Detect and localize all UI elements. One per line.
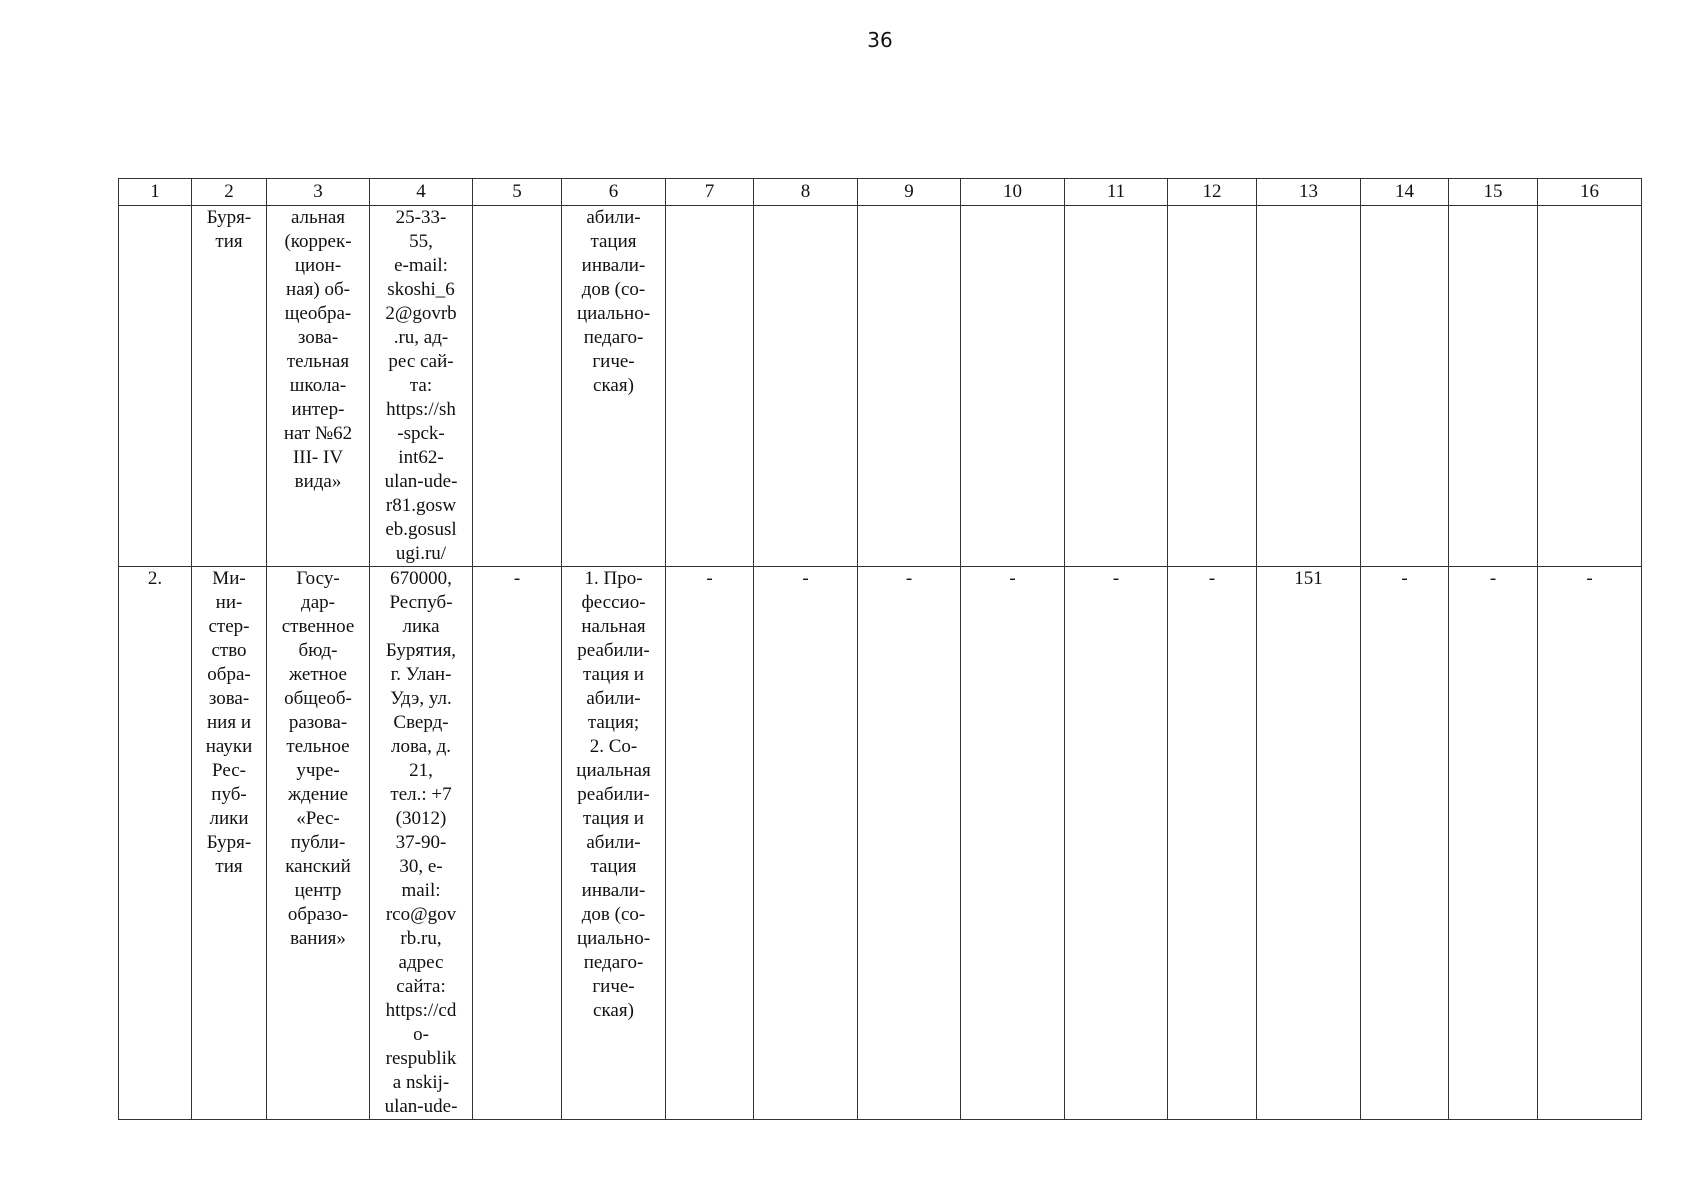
table-cell-col-5 [473, 206, 562, 567]
cell-text-line: гиче- [592, 976, 635, 997]
table-cell-col-5 [473, 567, 562, 1120]
cell-text-line: центр [294, 880, 342, 901]
table-cell-col-14 [1361, 567, 1449, 1120]
cell-text-line: 30, e- [399, 856, 443, 877]
cell-text-line: 25-33- [395, 207, 447, 228]
cell-text-line: (3012) [395, 808, 447, 829]
column-header-5: 5 [473, 179, 562, 206]
cell-text-line: ждение [288, 784, 348, 805]
cell-text-line: Госу- [296, 568, 340, 589]
cell-text-line: рес сай- [388, 351, 454, 372]
cell-text-line: педаго- [583, 952, 644, 973]
cell-text-line: тельная [286, 351, 350, 372]
data-table [118, 178, 1642, 1120]
table-cell-col-4 [370, 206, 473, 567]
cell-text-line: Ми- [212, 568, 246, 589]
header-row [119, 179, 1642, 206]
cell-text-line: 2. Со- [589, 736, 638, 757]
cell-text-line: инвали- [581, 880, 646, 901]
cell-text-line: r81.gosw [385, 495, 457, 516]
cell-text-line: цион- [294, 255, 342, 276]
cell-text-line: публи- [290, 832, 346, 853]
cell-text-line: 151 [1294, 568, 1323, 589]
cell-text-line: ulan-ude- [384, 1096, 458, 1117]
cell-text-line: дов (со- [581, 904, 646, 925]
column-header-12: 12 [1168, 179, 1257, 206]
cell-text-line: ственное [281, 616, 355, 637]
column-header-11: 11 [1065, 179, 1168, 206]
cell-text-line: skoshi_6 [387, 279, 455, 300]
cell-text-line: образо- [287, 904, 349, 925]
table-cell-col-6 [562, 567, 666, 1120]
cell-text-line: Сверд- [393, 712, 449, 733]
cell-text-line: циально- [576, 928, 651, 949]
cell-text-line: 670000, [390, 568, 452, 589]
cell-text-line: Буря- [206, 207, 252, 228]
cell-text-line: тия [215, 231, 243, 252]
cell-text-line: зова- [297, 327, 339, 348]
column-header-4: 4 [370, 179, 473, 206]
table-cell-col-13 [1257, 567, 1361, 1120]
cell-text-line: тация; [587, 712, 640, 733]
cell-text-line: тация [590, 231, 637, 252]
cell-text-line: - [1009, 568, 1016, 589]
table-cell-col-16 [1538, 567, 1642, 1120]
cell-text-line: вания» [290, 928, 346, 949]
cell-text-line: o- [413, 1024, 429, 1045]
cell-text-line: (коррек- [284, 231, 352, 252]
cell-text-line: тия [215, 856, 243, 877]
cell-text-line: a nskij- [392, 1072, 450, 1093]
cell-text-line: 2@govrb [385, 303, 457, 324]
column-header-16: 16 [1538, 179, 1642, 206]
cell-text-line: Бурятия, [385, 640, 457, 661]
cell-text-line: - [1489, 568, 1497, 589]
table-row [119, 567, 1642, 1120]
page-number: 36 [867, 28, 893, 52]
table-cell-col-1 [119, 206, 192, 567]
cell-text-line: eb.gosusl [385, 519, 457, 540]
cell-text-line: - [513, 568, 521, 589]
table-cell-col-16 [1538, 206, 1642, 567]
cell-text-line: стер- [208, 616, 250, 637]
cell-text-line: mail: [401, 880, 441, 901]
column-header-2: 2 [192, 179, 267, 206]
cell-text-line: - [802, 568, 809, 589]
cell-text-line: бюд- [298, 640, 338, 661]
column-header-7: 7 [666, 179, 754, 206]
cell-text-line: обра- [207, 664, 251, 685]
cell-text-line: e-mail: [394, 255, 448, 276]
column-header-15: 15 [1449, 179, 1538, 206]
cell-text-line: тация [590, 856, 637, 877]
cell-text-line: нальная [581, 616, 646, 637]
table-cell-col-7 [666, 206, 754, 567]
cell-text-line: III- IV [292, 447, 344, 468]
cell-text-line: «Рес- [296, 808, 340, 829]
cell-text-line: rco@gov [385, 904, 457, 925]
column-header-8: 8 [754, 179, 858, 206]
cell-text-line: щеобра- [284, 303, 352, 324]
table-cell-col-2 [192, 567, 267, 1120]
column-header-14: 14 [1361, 179, 1449, 206]
cell-text-line: ни- [215, 592, 243, 613]
table-cell-col-10 [961, 206, 1065, 567]
column-header-3: 3 [267, 179, 370, 206]
cell-text-line: Удэ, ул. [390, 688, 452, 709]
table-cell-col-9 [858, 206, 961, 567]
cell-text-line: лика [402, 616, 440, 637]
table-cell-col-12 [1168, 567, 1257, 1120]
cell-text-line: абили- [586, 688, 641, 709]
table-cell-col-15 [1449, 206, 1538, 567]
cell-text-line: - [905, 568, 913, 589]
cell-text-line: ulan-ude- [384, 471, 458, 492]
cell-text-line: школа- [289, 375, 347, 396]
cell-text-line: нат №62 [283, 423, 353, 444]
table-cell-col-13 [1257, 206, 1361, 567]
cell-text-line: Буря- [206, 832, 252, 853]
cell-text-line: - [1586, 568, 1593, 589]
cell-text-line: ния и [207, 712, 251, 733]
cell-text-line: реабили- [577, 640, 650, 661]
cell-text-line: .ru, ад- [393, 327, 449, 348]
cell-text-line: 2. [147, 568, 163, 589]
cell-text-line: абили- [586, 207, 641, 228]
cell-text-line: - [1112, 568, 1120, 589]
table-cell-col-3 [267, 206, 370, 567]
cell-text-line: науки [205, 736, 253, 757]
cell-text-line: rb.ru, [400, 928, 442, 949]
cell-text-line: тельное [286, 736, 350, 757]
table-row [119, 206, 1642, 567]
cell-text-line: лова, д. [390, 736, 452, 757]
table-cell-col-8 [754, 567, 858, 1120]
cell-text-line: разова- [288, 712, 348, 733]
cell-text-line: общеоб- [284, 688, 352, 709]
cell-text-line: реабили- [577, 784, 650, 805]
cell-text-line: учре- [296, 760, 340, 781]
table-cell-col-2 [192, 206, 267, 567]
cell-text-line: дар- [301, 592, 335, 613]
cell-text-line: пуб- [211, 784, 247, 805]
cell-text-line: ная) об- [286, 279, 350, 300]
cell-text-line: жетное [289, 664, 347, 685]
cell-text-line: ство [211, 640, 247, 661]
cell-text-line: ская) [593, 375, 634, 396]
cell-text-line: зова- [208, 688, 250, 709]
table-cell-col-11 [1065, 567, 1168, 1120]
cell-text-line: 55, [409, 231, 433, 252]
cell-text-line: тация и [583, 664, 644, 685]
cell-text-line: https://sh [386, 399, 456, 420]
column-header-9: 9 [858, 179, 961, 206]
cell-text-line: лики [209, 808, 249, 829]
cell-text-line: - [1401, 568, 1408, 589]
table-cell-col-15 [1449, 567, 1538, 1120]
cell-text-line: тация и [583, 808, 644, 829]
column-header-10: 10 [961, 179, 1065, 206]
column-header-1: 1 [119, 179, 192, 206]
cell-text-line: Респуб- [389, 592, 453, 613]
cell-text-line: интер- [291, 399, 345, 420]
cell-text-line: ugi.ru/ [395, 543, 447, 564]
cell-text-line: педаго- [583, 327, 644, 348]
cell-text-line: - [706, 568, 713, 589]
table-cell-col-8 [754, 206, 858, 567]
column-header-6: 6 [562, 179, 666, 206]
cell-text-line: гиче- [592, 351, 635, 372]
cell-text-line: циально- [576, 303, 651, 324]
table-cell-col-4 [370, 567, 473, 1120]
cell-text-line: адрес [398, 952, 444, 973]
cell-text-line: вида» [294, 471, 342, 492]
column-header-13: 13 [1257, 179, 1361, 206]
table-cell-col-9 [858, 567, 961, 1120]
cell-text-line: https://cd [385, 1000, 457, 1021]
table-cell-col-12 [1168, 206, 1257, 567]
cell-text-line: -spck- [397, 423, 445, 444]
table-cell-col-6 [562, 206, 666, 567]
cell-text-line: фессио- [581, 592, 646, 613]
table-cell-col-10 [961, 567, 1065, 1120]
cell-text-line: абили- [586, 832, 641, 853]
table-cell-col-11 [1065, 206, 1168, 567]
cell-text-line: 21, [409, 760, 433, 781]
cell-text-line: та: [409, 375, 433, 396]
cell-text-line: respublik [385, 1048, 457, 1069]
cell-text-line: канский [285, 856, 351, 877]
cell-text-line: 1. Про- [584, 568, 643, 589]
cell-text-line: 37-90- [395, 832, 447, 853]
cell-text-line: ская) [593, 1000, 634, 1021]
table-cell-col-3 [267, 567, 370, 1120]
cell-text-line: сайта: [396, 976, 446, 997]
cell-text-line: Рес- [212, 760, 246, 781]
table-cell-col-14 [1361, 206, 1449, 567]
cell-text-line: циальная [576, 760, 651, 781]
cell-text-line: int62- [398, 447, 444, 468]
cell-text-line: г. Улан- [390, 664, 452, 685]
cell-text-line: тел.: +7 [390, 784, 452, 805]
cell-text-line: дов (со- [581, 279, 646, 300]
table-cell-col-7 [666, 567, 754, 1120]
cell-text-line: - [1208, 568, 1216, 589]
cell-text-line: альная [290, 207, 346, 228]
cell-text-line: инвали- [581, 255, 646, 276]
table-cell-col-1 [119, 567, 192, 1120]
